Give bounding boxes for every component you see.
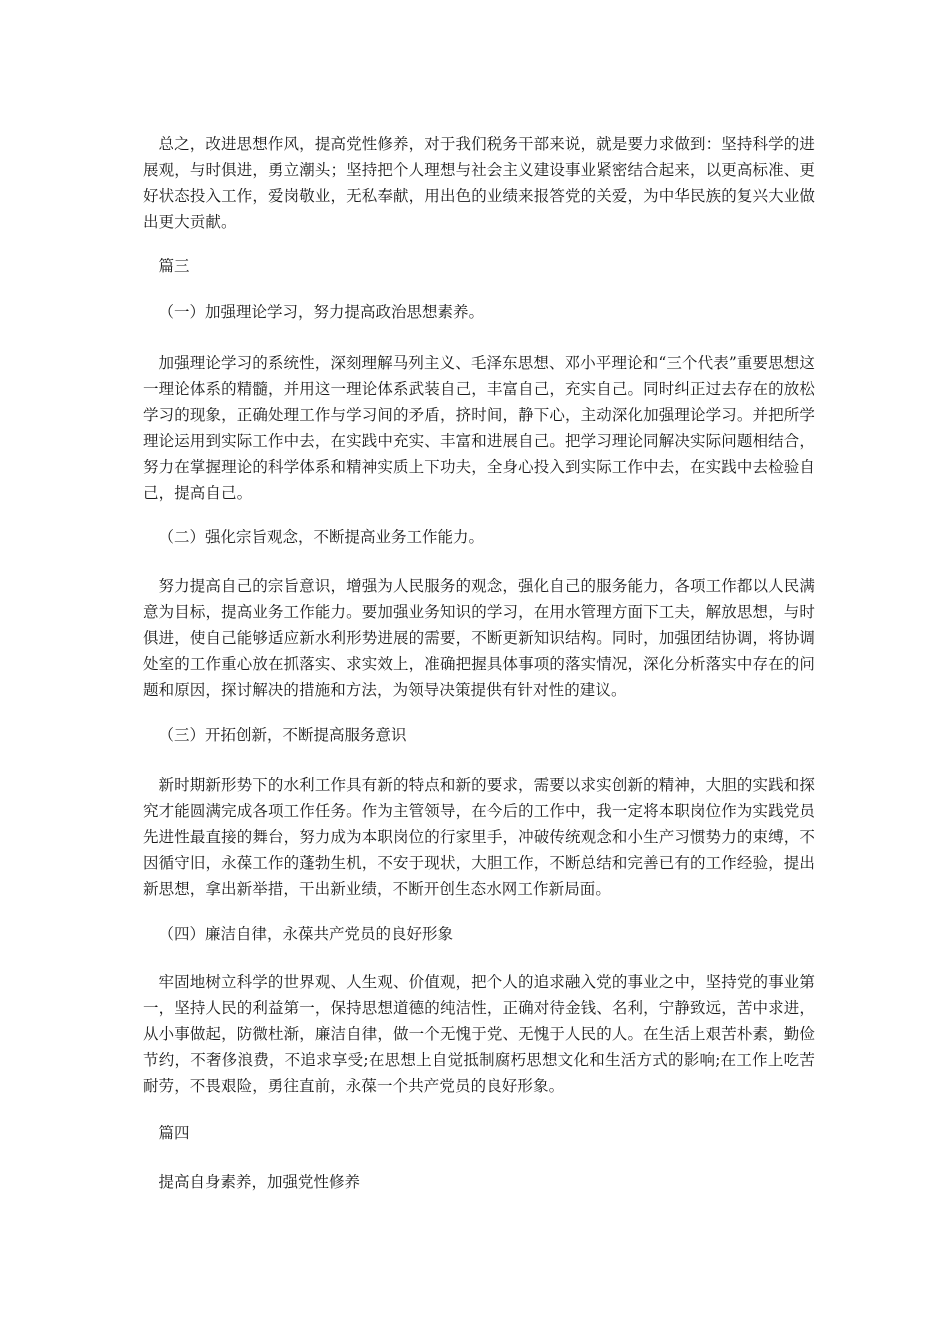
paragraph-summary: 总之，改进思想作风，提高党性修养，对于我们税务干部来说，就是要力求做到：坚持科学的进展观，与时俱进，勇立潮头；坚持把个人理想与社会主义建设事业紧密结合起来，以更高标准、更好状态投入工作，爱岗敬业，无私奉献，用出色的业绩来报答党的关爱，为中华民族的复兴大业做出更大贡献。 xyxy=(143,135,815,231)
subheading-5: 提高自身素养，加强党性修养 xyxy=(158,1173,361,1191)
section-heading-pian3: 篇三 xyxy=(158,257,190,275)
paragraph-innovation: 新时期新形势下的水利工作具有新的特点和新的要求，需要以求实创新的精神，大胆的实践和探究才能圆满完成各项工作任务。作为主管领导，在今后的工作中，我一定将本职岗位作为实践党员先进性最直接的舞台，努力成为本职岗位的行家里手，冲破传统观念和小生产习惯势力的束缚，不因循守旧，永葆工作的蓬勃生机，不安于现状，大胆工作，不断总结和完善已有的工作经验，提出新思想，拿出新举措，干出新业绩，不断开创生态水网工作新局面。 xyxy=(143,776,815,898)
paragraph-integrity: 牢固地树立科学的世界观、人生观、价值观，把个人的追求融入党的事业之中，坚持党的事业第一，坚持人民的利益第一，保持思想道德的纯洁性，正确对待金钱、名利，宁静致远，苦中求进，从小事做起，防微杜渐，廉洁自律，做一个无愧于党、无愧于人民的人。在生活上艰苦朴素，勤俭节约，不奢侈浪费，不追求享受;在思想上自觉抵制腐朽思想文化和生活方式的影响;在工作上吃苦耐劳，不畏艰险，勇往直前，永葆一个共产党员的良好形象。 xyxy=(143,973,815,1095)
paragraph-theory-study: 加强理论学习的系统性，深刻理解马列主义、毛泽东思想、邓小平理论和“三个代表”重要思想这一理论体系的精髓，并用这一理论体系武装自己，丰富自己，充实自己。同时纠正过去存在的放松学习的现象，正确处理工作与学习间的矛盾，挤时间，静下心，主动深化加强理论学习。并把所学理论运用到实际工作中去，在实践中充实、丰富和进展自己。把学习理论同解决实际问题相结合，努力在掌握理论的科学体系和精神实质上下功夫，全身心投入到实际工作中去，在实践中去检验自己，提高自己。 xyxy=(143,354,815,502)
subheading-4: （四）廉洁自律，永葆共产党员的良好形象 xyxy=(158,925,454,943)
subheading-3: （三）开拓创新，不断提高服务意识 xyxy=(158,726,407,744)
subheading-1: （一）加强理论学习，努力提高政治思想素养。 xyxy=(158,303,485,321)
subheading-2: （二）强化宗旨观念，不断提高业务工作能力。 xyxy=(158,528,485,546)
paragraph-service-purpose: 努力提高自己的宗旨意识，增强为人民服务的观念，强化自己的服务能力，各项工作都以人民满意为目标，提高业务工作能力。要加强业务知识的学习，在用水管理方面下工夫，解放思想，与时俱进，使自己能够适应新水利形势进展的需要，不断更新知识结构。同时，加强团结协调，将协调处室的工作重心放在抓落实、求实效上，准确把握具体事项的落实情况，深化分析落实中存在的问题和原因，探讨解决的措施和方法，为领导决策提供有针对性的建议。 xyxy=(143,577,815,699)
section-heading-pian4: 篇四 xyxy=(158,1124,190,1142)
